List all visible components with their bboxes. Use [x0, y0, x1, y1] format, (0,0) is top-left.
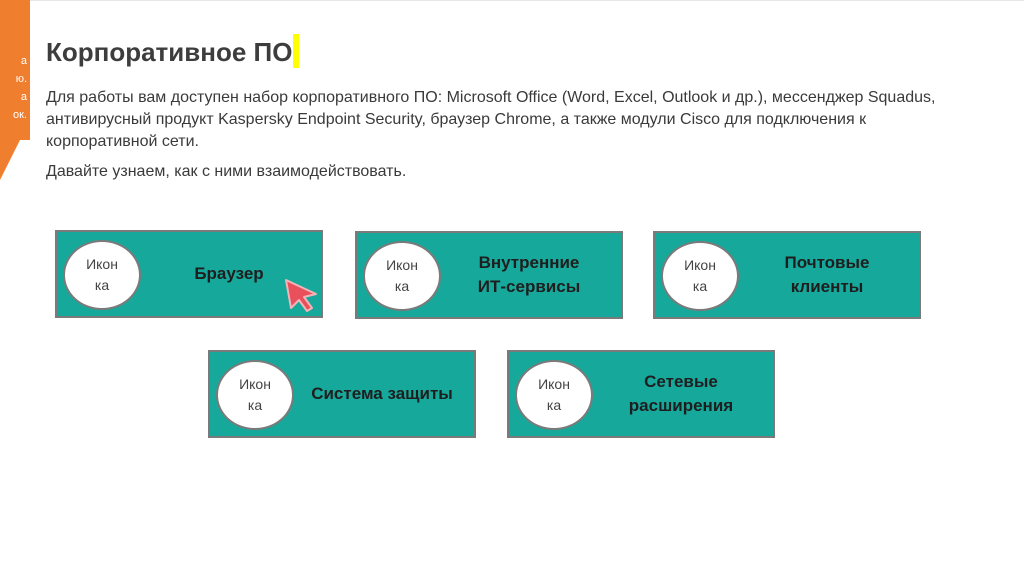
card-internal-it-services[interactable] [355, 231, 623, 319]
slide-top-border [0, 0, 1024, 1]
card-label-text: клиенты [790, 277, 864, 296]
side-note-line: а [20, 55, 27, 67]
card-security-system[interactable] [208, 350, 476, 438]
card-label-text: Система защиты [311, 384, 453, 403]
icon-placeholder-text: ка [394, 278, 410, 294]
page-title-text: Корпоративное ПО [46, 37, 293, 67]
side-note-line: ю. [15, 73, 27, 85]
card-label-text: ИТ-сервисы [477, 277, 581, 296]
icon-placeholder-text: ка [546, 397, 562, 413]
icon-placeholder [515, 360, 593, 430]
text-cursor-highlight [293, 34, 299, 68]
icon-placeholder-text: Икон [684, 257, 716, 273]
mouse-pointer-icon [282, 276, 320, 314]
description-paragraph: Для работы вам доступен набор корпоративного ПО: Microsoft Office (Word, Excel, Outlook и др.), мессенджер Squadus, антивирусный продукт Kaspersky Endpoint Security, браузер Chrome, а также модули Cisco для подключения к корпоративной сети. [46, 89, 936, 150]
card-label [743, 233, 911, 317]
icon-placeholder [661, 241, 739, 311]
icon-placeholder-text: Икон [538, 376, 570, 392]
card-label-text: расширения [628, 396, 734, 415]
side-note-line: а [20, 91, 27, 103]
side-note-tail [0, 140, 20, 180]
card-label [445, 233, 613, 317]
card-label [298, 352, 466, 436]
card-mail-clients[interactable] [653, 231, 921, 319]
page-title [46, 34, 299, 68]
description-block [46, 87, 946, 183]
card-network-extensions[interactable] [507, 350, 775, 438]
card-label-text: Браузер [194, 264, 264, 283]
icon-placeholder-text: Икон [386, 257, 418, 273]
icon-placeholder [363, 241, 441, 311]
icon-placeholder-text: Икон [86, 256, 118, 272]
icon-placeholder-text: ка [94, 277, 110, 293]
icon-placeholder-text: ка [692, 278, 708, 294]
card-label-text: Внутренние [478, 253, 580, 272]
side-note-line: ок. [13, 109, 27, 121]
side-note-panel [0, 0, 30, 140]
card-label-text: Сетевые [644, 372, 718, 391]
icon-placeholder-text: Икон [239, 376, 271, 392]
card-label [597, 352, 765, 436]
icon-placeholder [63, 240, 141, 310]
card-label-text: Почтовые [784, 253, 870, 272]
icon-placeholder [216, 360, 294, 430]
description-paragraph: Давайте узнаем, как с ними взаимодействовать. [46, 163, 407, 180]
icon-placeholder-text: ка [247, 397, 263, 413]
